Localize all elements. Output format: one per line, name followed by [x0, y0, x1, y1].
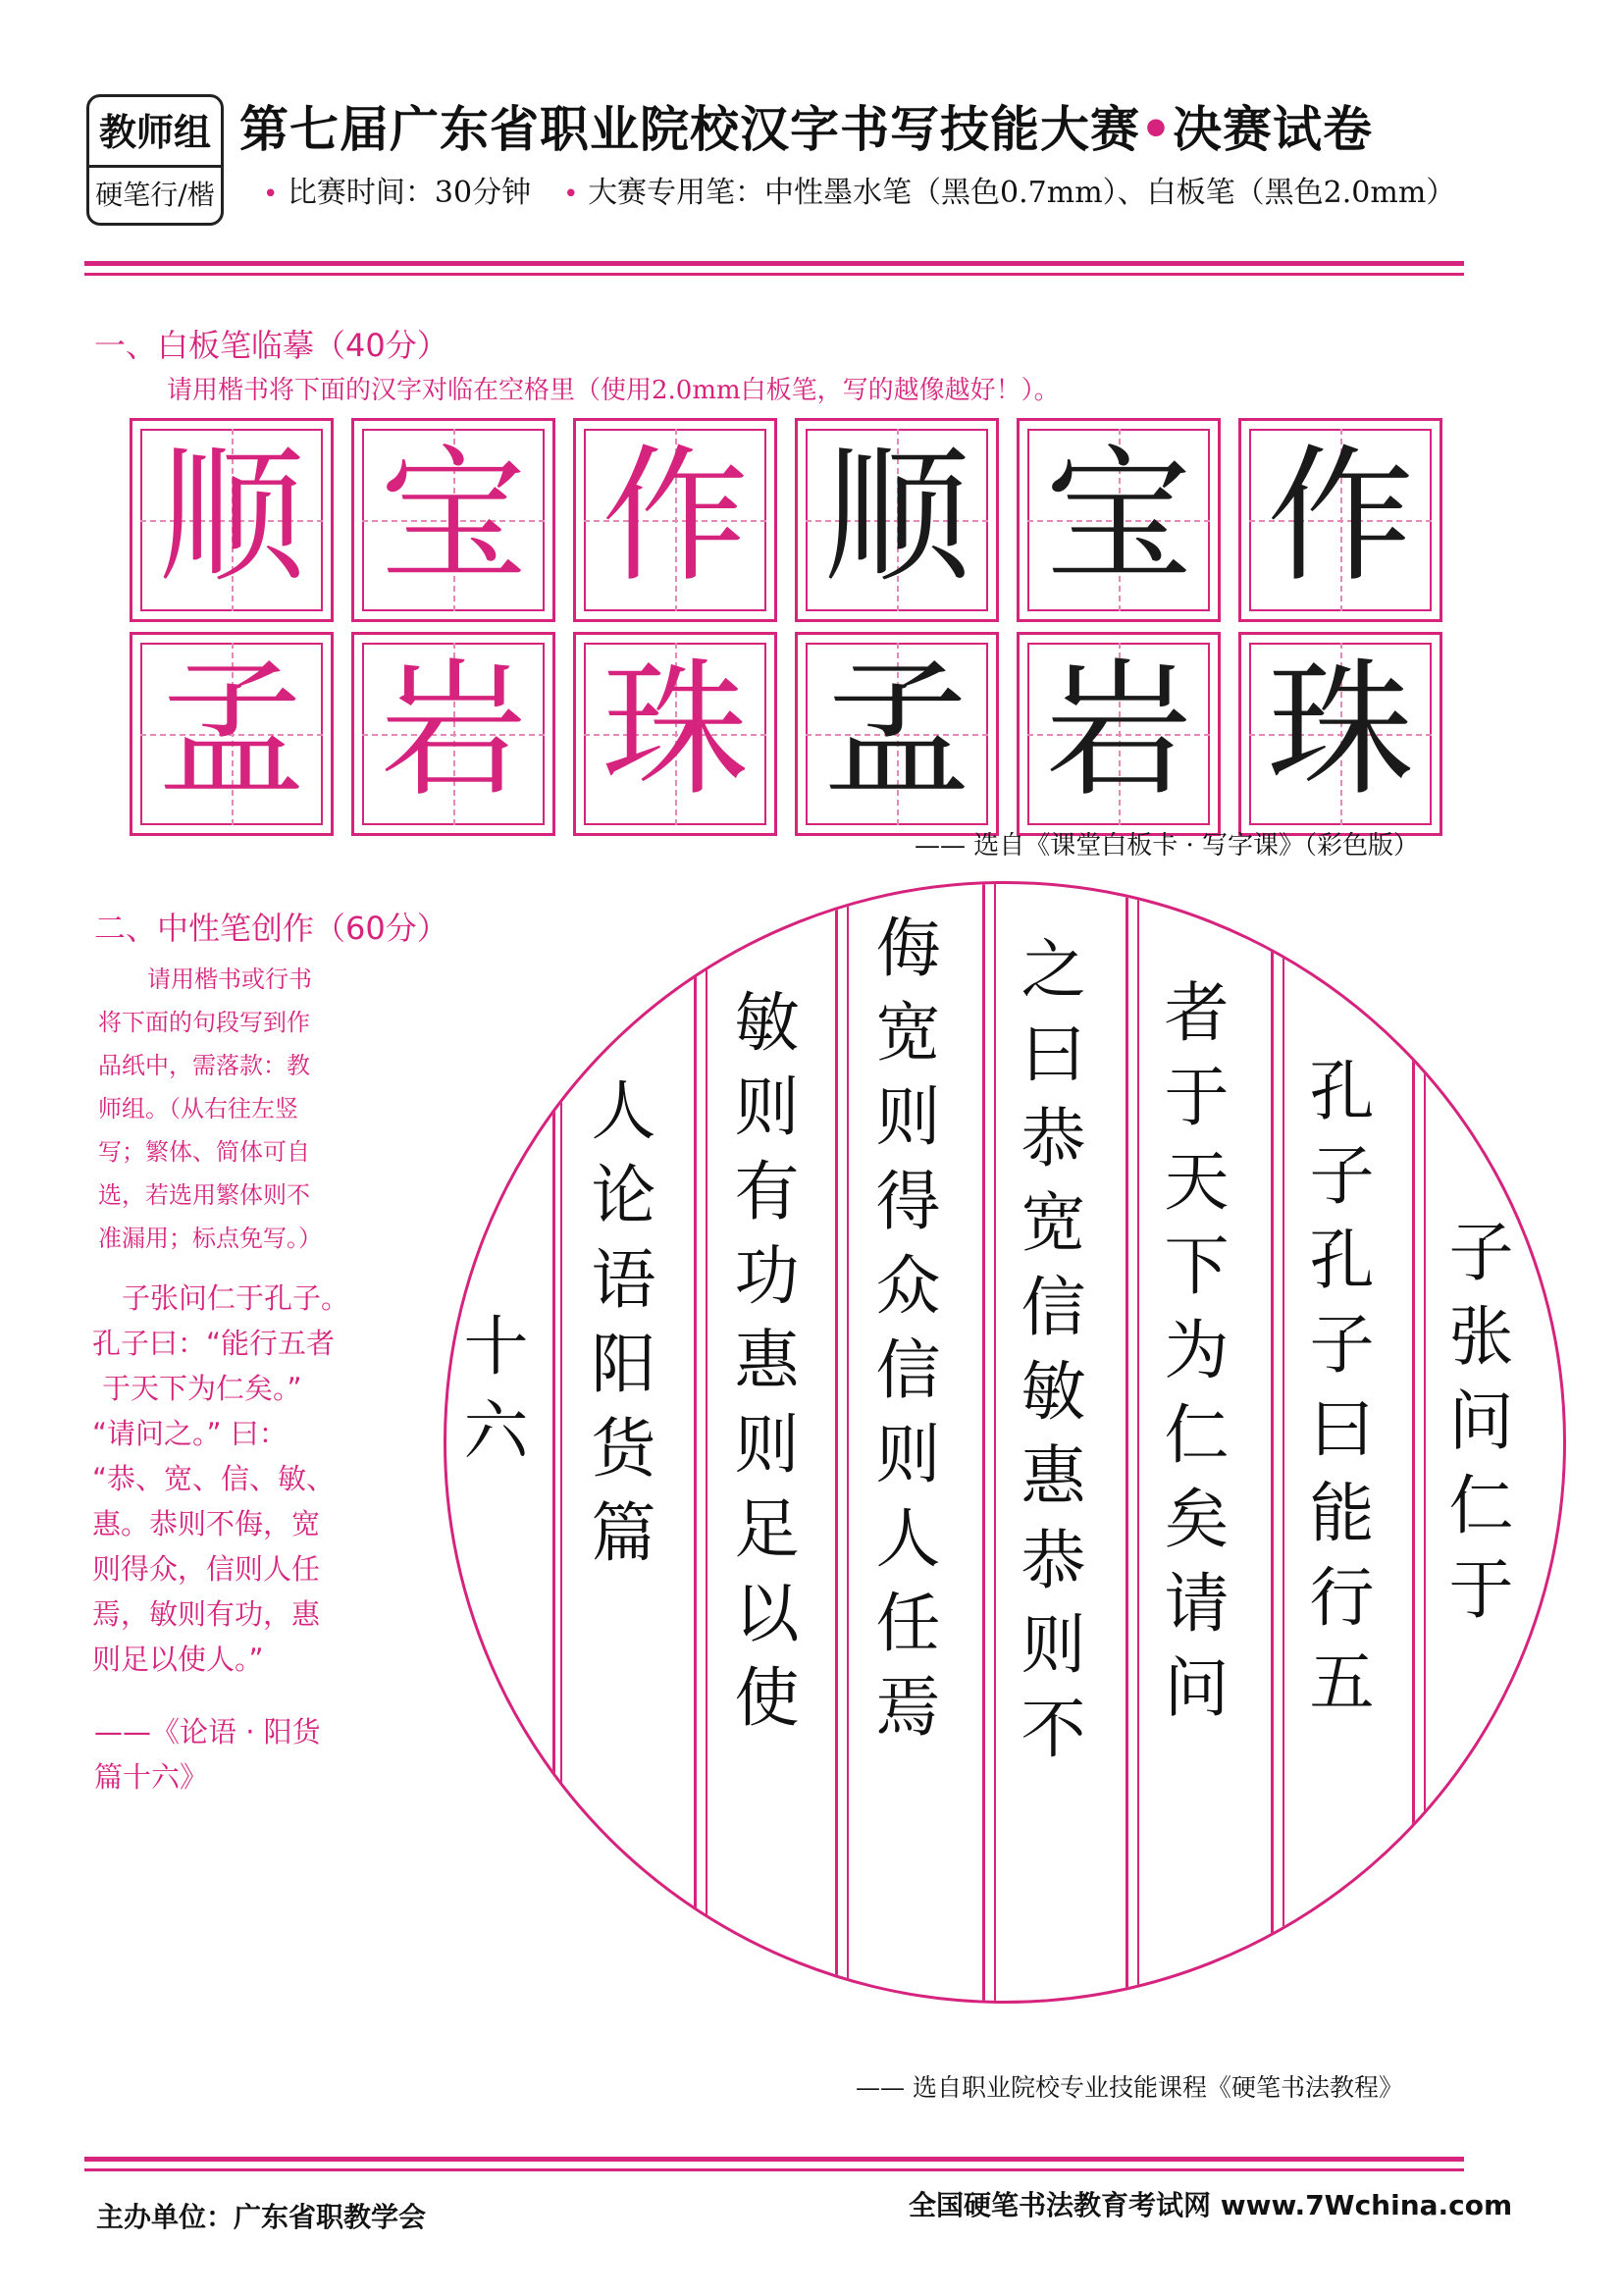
citation-line: 篇十六》	[94, 1760, 209, 1794]
instruction-line: 请用楷书或行书	[147, 965, 312, 993]
section1-instruction: 请用楷书将下面的汉字对临在空格里（使用2.0mm白板笔，写的越像越好！）。	[167, 376, 1060, 405]
bullet-icon: •	[563, 180, 579, 209]
passage-line: 则得众，信则人任	[92, 1552, 321, 1586]
title-dot: •	[1140, 101, 1173, 158]
instruction-line: 准漏用；标点免写。）	[98, 1225, 322, 1252]
model-character: 孟	[157, 646, 305, 816]
section2-instructions	[98, 958, 383, 1260]
instruction-line: 师组。（从右往左竖	[98, 1095, 298, 1122]
passage-line: 于天下为仁矣。”	[102, 1372, 302, 1405]
section1-title: 一、白板笔临摹（40分）	[94, 327, 448, 364]
column-rule	[1137, 884, 1139, 2001]
grid-cell	[351, 632, 555, 836]
title-suffix: 决赛试卷	[1172, 101, 1373, 158]
grid-cell	[1017, 418, 1221, 622]
column-rule	[1424, 884, 1426, 2001]
grid-cell	[1017, 632, 1221, 836]
section2-title: 二、中性笔创作（60分）	[94, 910, 448, 947]
citation-line: ——《论语 · 阳货	[94, 1715, 321, 1748]
footer-rule-bottom	[84, 2168, 1464, 2171]
passage-line: 孔子曰：“能行五者	[92, 1327, 336, 1360]
model-character: 顺	[157, 432, 305, 602]
column-rule	[706, 884, 707, 2001]
passage-line: 子张问仁于孔子。	[122, 1281, 350, 1315]
grid-cell	[1238, 418, 1442, 622]
footer-rule-top	[84, 2157, 1464, 2162]
written-character: 宝	[1044, 432, 1192, 602]
column-rule	[560, 884, 562, 2001]
written-character: 孟	[822, 646, 970, 816]
column-rule	[552, 884, 555, 2001]
writing-column: 孔子孔子曰能行五	[1298, 1057, 1374, 1732]
written-character: 岩	[1044, 646, 1192, 816]
model-character: 作	[601, 432, 749, 602]
page-title	[239, 94, 1373, 165]
written-character: 珠	[1266, 646, 1414, 816]
section1-source: —— 选自《课堂白板卡 · 写字课》（彩色版）	[915, 831, 1420, 861]
instruction-line: 写；繁体、简体可自	[98, 1138, 310, 1166]
passage-line: 焉，敏则有功，惠	[92, 1597, 321, 1631]
model-character: 岩	[379, 646, 527, 816]
column-rule	[694, 884, 697, 2001]
organizer: 主办单位：广东省职教学会	[96, 2201, 427, 2233]
column-rule	[1412, 884, 1415, 2001]
header-rule-bottom	[84, 273, 1464, 276]
writing-column: 者于天下为仁矣请问	[1153, 978, 1229, 1738]
column-rule	[835, 884, 838, 2001]
writing-column: 十六	[452, 1312, 528, 1481]
model-character: 珠	[601, 646, 749, 816]
model-character: 宝	[379, 432, 527, 602]
source-passage	[92, 1276, 387, 1682]
website: 全国硬笔书法教育考试网 www.7Wchina.com	[909, 2189, 1513, 2221]
passage-line: 惠。恭则不侮，宽	[92, 1507, 321, 1540]
column-rule	[982, 884, 985, 2001]
column-rule	[847, 884, 849, 2001]
column-rule	[994, 884, 996, 2001]
writing-column: 子张问仁于	[1438, 1218, 1513, 1640]
column-rule	[1283, 884, 1284, 2001]
header-rule-top	[84, 261, 1464, 266]
written-character: 作	[1266, 432, 1414, 602]
column-rule	[1271, 884, 1274, 2001]
column-rule	[1126, 884, 1128, 2001]
writing-column: 之曰恭宽信敏惠恭则不	[1010, 935, 1085, 1779]
written-character: 顺	[822, 432, 970, 602]
group-badge	[86, 94, 224, 226]
grid-cell	[573, 418, 777, 622]
grid-cell	[130, 632, 334, 836]
title-main: 第七届广东省职业院校汉字书写技能大赛	[239, 101, 1140, 158]
passage-citation	[94, 1709, 389, 1800]
work-paper-circle	[444, 881, 1566, 2004]
grid-cell	[795, 632, 999, 836]
writing-column: 敏则有功惠则足以使	[723, 988, 799, 1748]
grid-cell	[795, 418, 999, 622]
grid-cell	[130, 418, 334, 622]
writing-column: 人论语阳货篇	[580, 1076, 655, 1583]
instruction-line: 选，若选用繁体则不	[98, 1181, 310, 1209]
badge-style-label: 硬笔行/楷	[95, 179, 215, 211]
bullet-icon: •	[263, 180, 279, 209]
grid-cell	[351, 418, 555, 622]
exam-info-line	[263, 169, 1455, 219]
time-info: 比赛时间：30分钟	[287, 176, 532, 210]
section2-source: —— 选自职业院校专业技能课程《硬笔书法教程》	[856, 2073, 1403, 2102]
passage-line: “请问之。” 曰：	[92, 1417, 288, 1450]
writing-column: 侮宽则得众信则人任焉	[864, 913, 940, 1757]
passage-line: 则足以使人。”	[92, 1643, 264, 1676]
grid-cell	[1238, 632, 1442, 836]
passage-line: “恭、宽、信、敏、	[92, 1462, 336, 1495]
grid-cell	[573, 632, 777, 836]
instruction-line: 将下面的句段写到作	[98, 1009, 310, 1036]
pen-info: 大赛专用笔：中性墨水笔（黑色0.7mm）、白板笔（黑色2.0mm）	[588, 176, 1456, 210]
instruction-line: 品纸中，需落款：教	[98, 1052, 310, 1079]
badge-group-label: 教师组	[89, 97, 221, 168]
